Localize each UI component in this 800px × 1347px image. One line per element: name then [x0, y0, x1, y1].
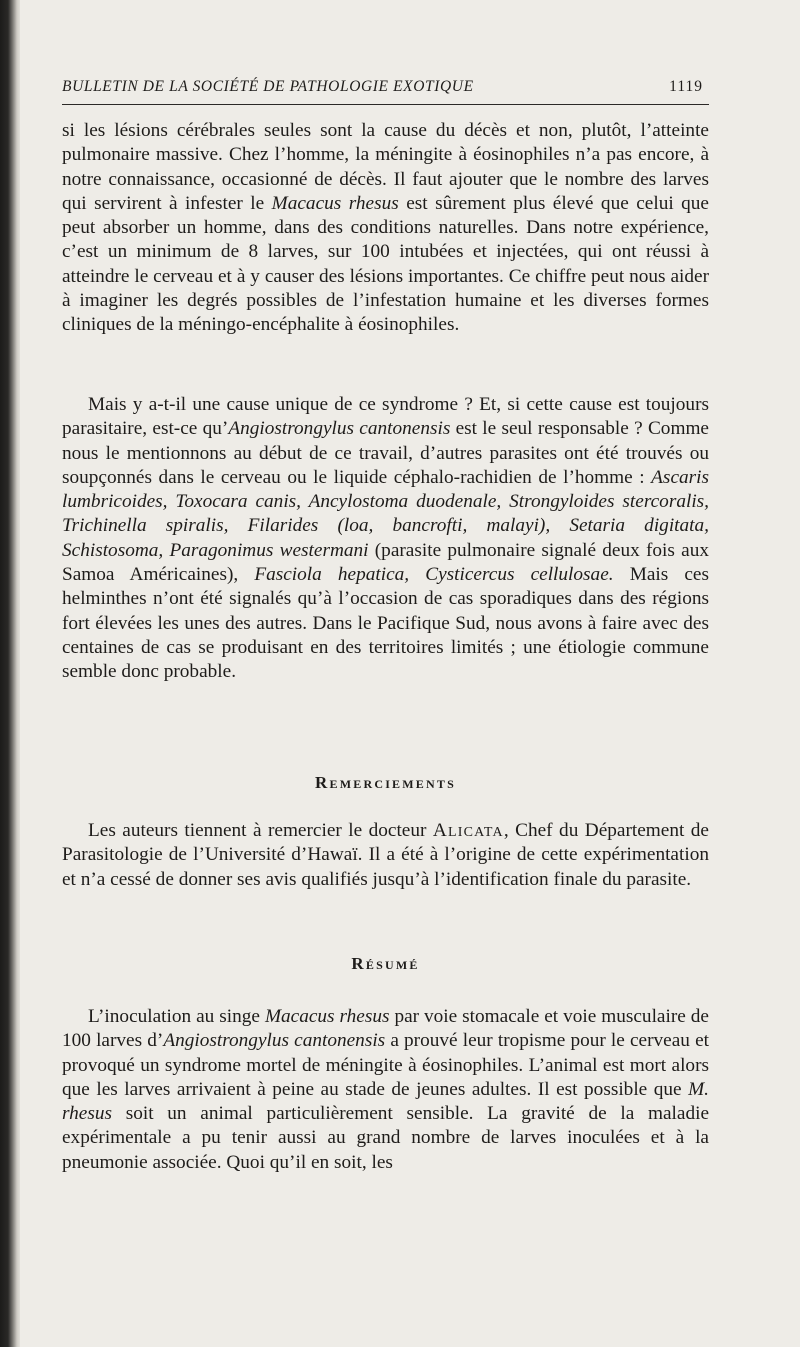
text-run: a prouvé leur tropisme pour le cerveau et provoqué un syndrome mortel de méningite à éosinophiles. L’animal est mort alors que les larves arrivaient à peine au stade de jeunes adultes. Il est possible que	[62, 1030, 709, 1100]
paragraph-resume	[62, 1005, 709, 1175]
text-run: L’inoculation au singe	[88, 1006, 265, 1027]
header-rule	[62, 104, 709, 105]
text-run: si les lésions cérébrales seules sont la cause du décès et non, plutôt, l’atteinte pulmonaire massive. Chez l’homme, la méningite à éosinophiles n’a pas encore, à notre connaissance, occasionné de décès. Il faut ajouter que le nombre des larves qui servirent à infester le	[62, 120, 709, 214]
parasite-list: Fasciola hepatica, Cysticercus cellulosae.	[254, 564, 614, 586]
page-number: 1119	[669, 78, 703, 95]
species-name: M. rhesus	[62, 1078, 709, 1125]
book-spine-shadow	[0, 0, 20, 1347]
species-name: Angiostrongylus cantonensis	[228, 418, 451, 440]
text-run: , Chef du Département de Parasitologie de l’Université d’Hawaï. Il a été à l’origine de cette expérimentation et n’a cessé de donner ses avis qualifiés jusqu’à l’identification finale du parasite.	[62, 820, 709, 890]
journal-title: BULLETIN DE LA SOCIÉTÉ DE PATHOLOGIE EXOTIQUE	[62, 78, 474, 95]
text-run: Les auteurs tiennent à remercier le docteur	[88, 820, 433, 841]
person-name: Alicata	[432, 820, 504, 841]
text-run: (parasite pulmonaire signalé deux fois aux Samoa Américaines),	[62, 539, 709, 586]
species-name: Macacus rhesus	[271, 192, 399, 214]
running-header	[62, 78, 709, 96]
paragraph-parasites	[62, 393, 709, 685]
paragraph-continuation	[62, 119, 709, 338]
species-name: Angiostrongylus cantonensis	[163, 1030, 386, 1052]
text-run: soit un animal particulièrement sensible. La gravité de la maladie expérimentale a pu tenir aussi au grand nombre de larves inoculées et à la pneumonie associée. Quoi qu’il en soit, les	[62, 1103, 709, 1173]
text-run: Mais ces helminthes n’ont été signalés qu’à l’occasion de cas sporadiques dans des régions fort élevées les unes des autres. Dans le Pacifique Sud, nous avons à faire avec des centaines de cas se produisant en des territoires limités ; une étiologie commune semble donc probable.	[62, 564, 709, 683]
paragraph-remerciements	[62, 819, 709, 892]
text-run: Mais y a-t-il une cause unique de ce syndrome ? Et, si cette cause est toujours parasitaire, est-ce qu’	[62, 394, 709, 440]
species-name: Macacus rhesus	[264, 1006, 390, 1027]
text-run: est le seul responsable ? Comme nous le mentionnons au début de ce travail, d’autres parasites ont été trouvés ou soupçonnés dans le cerveau ou le liquide céphalo-rachidien de l’homme :	[62, 418, 709, 488]
parasite-list: Ascaris lumbricoides, Toxocara canis, Ancylostoma duodenale, Strongyloides stercoralis, Trichinella spiralis, Filarides (loa, bancrofti, malayi), Setaria digitata, Schistosoma, Paragonimus westermani	[62, 466, 709, 561]
section-heading-remerciements: Remerciements	[315, 773, 456, 792]
text-run: est sûrement plus élevé que celui que peut absorber un homme, dans des conditions naturelles. Dans notre expérience, c’est un minimum de 8 larves, sur 100 intubées et injectées, qui ont réussi à atteindre le cerveau et à y causer des lésions importantes. Ce chiffre peut nous aider à imaginer les degrés possibles de l’infestation humaine et les diverses formes cliniques de la méningo-encéphalite à éosinophiles.	[62, 192, 709, 336]
text-run: par voie stomacale et voie musculaire de 100 larves d’	[62, 1006, 709, 1052]
section-heading-resume: Résumé	[351, 954, 420, 973]
